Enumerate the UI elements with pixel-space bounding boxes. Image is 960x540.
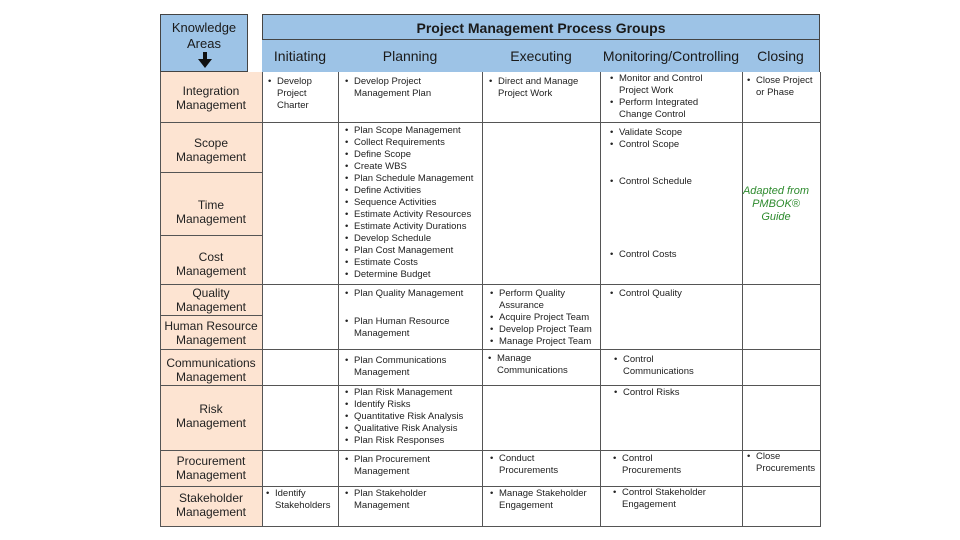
- area-label-line: Integration: [182, 84, 240, 98]
- grid-line: [160, 284, 262, 285]
- area-label-line: Cost: [198, 250, 224, 264]
- process-item: • Create WBS: [354, 161, 481, 173]
- area-label-line: Communications: [166, 356, 256, 370]
- cell-monitoring-procurement: [611, 453, 701, 477]
- process-list: [343, 316, 467, 340]
- process-item: • Perform Integrated Change Control: [619, 97, 726, 121]
- column-header-closing: Closing: [742, 40, 820, 72]
- process-item: • Develop Schedule: [354, 233, 481, 245]
- column-header-executing: Executing: [482, 40, 600, 72]
- process-item: • Control Procurements: [622, 453, 701, 477]
- area-label-line: Stakeholder: [178, 491, 244, 505]
- area-label-line: Management: [175, 416, 247, 430]
- area-stakeholder-management: [160, 491, 262, 519]
- area-label-line: Management: [175, 370, 247, 384]
- process-list: [264, 488, 336, 512]
- cell-monitoring-cost: [608, 249, 738, 261]
- area-label-line: Risk: [199, 402, 223, 416]
- process-item: • Plan Schedule Management: [354, 173, 481, 185]
- process-list: [608, 73, 726, 121]
- area-time-management: [160, 198, 262, 226]
- process-item: • Validate Scope: [619, 127, 738, 139]
- process-item: • Define Activities: [354, 185, 481, 197]
- process-item: • Plan Quality Management: [354, 288, 481, 300]
- process-item: • Control Costs: [619, 249, 738, 261]
- process-item: • Define Scope: [354, 149, 481, 161]
- area-label-line: Management: [175, 264, 247, 278]
- process-item: • Qualitative Risk Analysis: [354, 423, 481, 435]
- process-item: • Quantitative Risk Analysis: [354, 411, 481, 423]
- process-item: • Collect Requirements: [354, 137, 481, 149]
- process-item: • Estimate Activity Durations: [354, 221, 481, 233]
- process-list: [612, 387, 732, 399]
- down-arrow-icon: [198, 52, 212, 68]
- process-item: • Conduct Procurements: [499, 453, 578, 477]
- grid-line: [262, 122, 820, 123]
- cell-monitoring-time: [608, 176, 738, 188]
- grid-line: [600, 72, 601, 527]
- cell-planning-comms: [343, 355, 461, 379]
- cell-executing-integration: [487, 76, 583, 100]
- process-item: • Identify Risks: [354, 399, 481, 411]
- area-human-resource-management: [160, 319, 262, 347]
- grid-line: [160, 172, 262, 173]
- area-label-line: Management: [175, 333, 247, 347]
- grid-line: [338, 72, 339, 527]
- grid-line: [160, 235, 262, 236]
- cell-planning-quality: [343, 288, 481, 300]
- process-groups-title: Project Management Process Groups: [262, 14, 820, 40]
- area-label-line: Management: [175, 300, 247, 314]
- area-cost-management: [160, 250, 262, 278]
- process-item: • Acquire Project Team: [499, 312, 600, 324]
- process-item: • Plan Human Resource Management: [354, 316, 467, 340]
- knowledge-areas-header: [160, 14, 248, 72]
- process-item: • Close Procurements: [756, 451, 821, 475]
- process-list: [608, 288, 738, 300]
- area-label-line: Management: [175, 468, 247, 482]
- process-list: [608, 249, 738, 261]
- process-list: [266, 76, 334, 112]
- area-label-line: Procurement: [176, 454, 246, 468]
- cell-monitoring-risk: [612, 387, 732, 399]
- process-list: [487, 76, 583, 100]
- process-item: • Determine Budget: [354, 269, 481, 281]
- grid-line: [262, 72, 263, 527]
- area-label-line: Human Resource: [164, 319, 258, 333]
- cell-monitoring-scope: [608, 127, 738, 151]
- grid-line: [742, 72, 743, 527]
- process-item: • Monitor and Control Project Work: [619, 73, 726, 97]
- process-list: [343, 288, 481, 300]
- process-list: [343, 387, 481, 447]
- cell-executing-procurement: [488, 453, 578, 477]
- area-quality-management: [160, 286, 262, 314]
- process-item: • Close Project or Phase: [756, 75, 819, 99]
- process-list: [745, 75, 819, 99]
- cell-monitoring-comms: [612, 354, 722, 378]
- process-list: [745, 451, 821, 475]
- cell-planning-scope-time-cost: [343, 125, 481, 281]
- area-integration-management: [160, 84, 262, 112]
- column-header-initiating: Initiating: [262, 40, 338, 72]
- grid-line: [160, 526, 820, 527]
- cell-closing-procurement: [745, 451, 821, 475]
- cell-executing-stakeholder: [488, 488, 600, 512]
- process-list: [343, 76, 451, 100]
- process-list: [343, 355, 461, 379]
- grid-line: [160, 450, 820, 451]
- area-label-line: Management: [175, 212, 247, 226]
- process-item: • Identify Stakeholders: [275, 488, 336, 512]
- grid-line: [160, 385, 820, 386]
- process-item: • Control Quality: [619, 288, 738, 300]
- process-item: • Plan Communications Management: [354, 355, 461, 379]
- process-item: • Sequence Activities: [354, 197, 481, 209]
- process-item: • Estimate Activity Resources: [354, 209, 481, 221]
- process-item: • Control Scope: [619, 139, 738, 151]
- process-list: [611, 453, 701, 477]
- process-list: [612, 354, 722, 378]
- grid-line: [160, 315, 262, 316]
- process-item: • Develop Project Team: [499, 324, 600, 336]
- process-item: • Perform Quality Assurance: [499, 288, 600, 312]
- cell-closing-integration: [745, 75, 819, 99]
- process-item: • Plan Scope Management: [354, 125, 481, 137]
- grid-line: [160, 122, 262, 123]
- process-item: • Plan Cost Management: [354, 245, 481, 257]
- area-label-line: Scope: [193, 136, 229, 150]
- area-label-line: Management: [175, 150, 247, 164]
- process-item: • Control Stakeholder Engagement: [622, 487, 741, 511]
- source-note: Adapted from PMBOK® Guide: [742, 185, 810, 223]
- knowledge-areas-label-line2: Areas: [187, 36, 221, 51]
- knowledge-areas-label-line1: Knowledge: [171, 20, 237, 35]
- process-item: • Develop Project Management Plan: [354, 76, 451, 100]
- cell-monitoring-integration: [608, 73, 726, 121]
- process-list: [488, 488, 600, 512]
- process-list: [611, 487, 741, 511]
- area-label-line: Management: [175, 505, 247, 519]
- process-item: • Control Schedule: [619, 176, 738, 188]
- process-item: • Control Communications: [623, 354, 722, 378]
- process-list: [608, 127, 738, 151]
- area-label-line: Time: [197, 198, 225, 212]
- process-item: • Manage Stakeholder Engagement: [499, 488, 600, 512]
- cell-planning-risk: [343, 387, 481, 447]
- area-communications-management: [160, 356, 262, 384]
- process-item: • Plan Stakeholder Management: [354, 488, 453, 512]
- cell-executing-comms: [486, 353, 582, 377]
- process-item: • Plan Procurement Management: [354, 454, 453, 478]
- column-header-monitoring-controlling: Monitoring/Controlling: [600, 40, 742, 72]
- grid-line: [160, 349, 820, 350]
- area-label-line: Quality: [192, 286, 230, 300]
- process-item: • Manage Communications: [497, 353, 582, 377]
- cell-initiating-stakeholder: [264, 488, 336, 512]
- process-item: • Direct and Manage Project Work: [498, 76, 583, 100]
- process-item: • Estimate Costs: [354, 257, 481, 269]
- area-label-line: Management: [175, 98, 247, 112]
- cell-monitoring-stakeholder: [611, 487, 741, 511]
- process-list: [343, 125, 481, 281]
- area-procurement-management: [160, 454, 262, 482]
- cell-planning-procurement: [343, 454, 453, 478]
- grid-line: [262, 284, 820, 285]
- cell-initiating-integration: [266, 76, 334, 112]
- cell-executing-quality-hr: [488, 288, 600, 348]
- process-list: [608, 176, 738, 188]
- process-list: [343, 454, 453, 478]
- process-list: [488, 288, 600, 348]
- process-item: • Plan Risk Management: [354, 387, 481, 399]
- process-list: [486, 353, 582, 377]
- cell-planning-stakeholder: [343, 488, 453, 512]
- process-list: [488, 453, 578, 477]
- area-risk-management: [160, 402, 262, 430]
- process-list: [343, 488, 453, 512]
- cell-planning-hr: [343, 316, 467, 340]
- area-scope-management: [160, 136, 262, 164]
- cell-planning-integration: [343, 76, 451, 100]
- process-item: • Manage Project Team: [499, 336, 600, 348]
- column-header-planning: Planning: [338, 40, 482, 72]
- grid-line: [482, 72, 483, 527]
- cell-monitoring-quality: [608, 288, 738, 300]
- process-item: • Control Risks: [623, 387, 732, 399]
- process-item: • Develop Project Charter: [277, 76, 334, 112]
- process-item: • Plan Risk Responses: [354, 435, 481, 447]
